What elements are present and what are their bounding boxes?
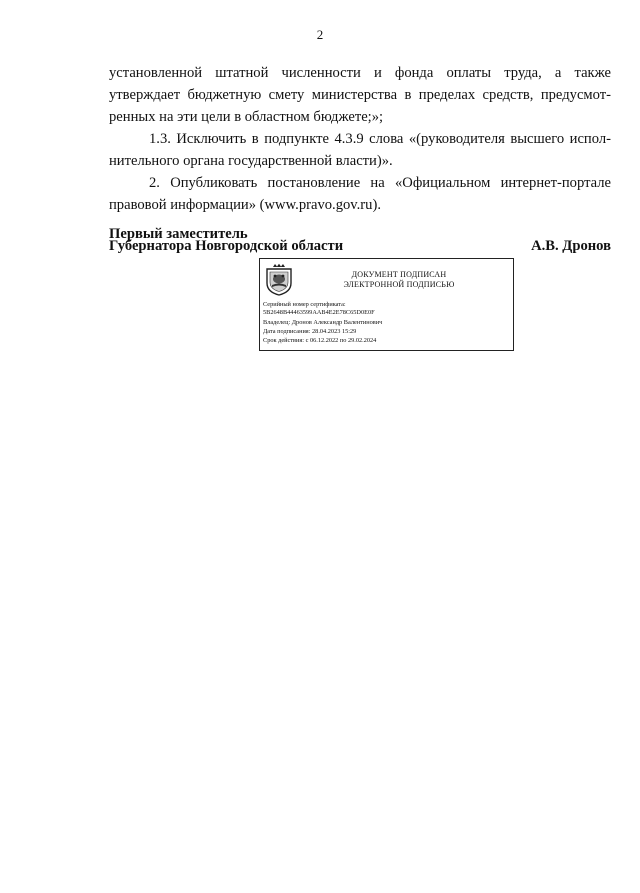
certificate-owner: Владелец: Дронов Александр Валентинович xyxy=(263,319,383,326)
coat-of-arms-icon xyxy=(264,263,294,297)
certificate-validity: Срок действия: с 06.12.2022 по 29.02.2024 xyxy=(263,337,377,344)
stamp-heading xyxy=(304,270,494,290)
page-number: 2 xyxy=(316,27,324,42)
certificate-serial-value: 5B2648B44463599AAB4E2E78C65D0E0F xyxy=(263,309,375,316)
electronic-signature-stamp xyxy=(259,258,514,351)
stamp-heading-line: ЭЛЕКТРОННОЙ ПОДПИСЬЮ xyxy=(343,280,455,289)
body-line: ренных на эти цели в областном бюджете;»; xyxy=(109,109,384,125)
signatory-role-line: Губернатора Новгородской области xyxy=(109,238,344,254)
body-line: установленной штатной численности и фонда оплаты труда, а также xyxy=(109,65,611,81)
stamp-heading-line: ДОКУМЕНТ ПОДПИСАН xyxy=(351,270,447,279)
body-line: нительного органа государственной власти)». xyxy=(109,153,393,169)
body-line: правовой информации» (www.pravo.gov.ru). xyxy=(109,197,381,213)
signatory-role-line: Первый заместитель xyxy=(109,226,248,242)
body-line: 2. Опубликовать постановление на «Официальном интернет-портале xyxy=(149,175,611,191)
certificate-serial-label: Серийный номер сертификата: xyxy=(263,301,346,308)
body-line: 1.3. Исключить в подпункте 4.3.9 слова «(руководителя высшего испол- xyxy=(149,131,611,147)
signing-date: Дата подписания: 28.04.2023 15:29 xyxy=(263,328,357,335)
signatory-name: А.В. Дронов xyxy=(531,238,611,254)
body-line: утверждает бюджетную смету министерства в пределах средств, предусмот- xyxy=(109,87,611,103)
